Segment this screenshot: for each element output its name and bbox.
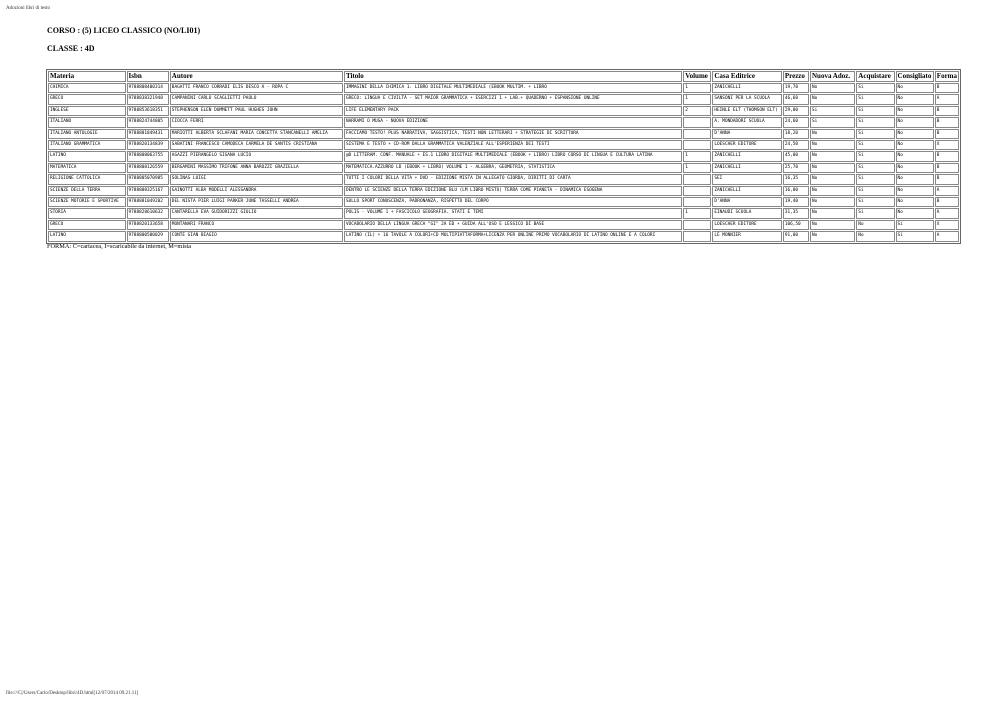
table-cell: No — [810, 174, 855, 184]
table-cell: No — [810, 83, 855, 93]
table-cell: ITALIANO — [48, 117, 126, 127]
table-cell: 9788881049202 — [127, 197, 169, 207]
table-cell: No — [896, 174, 934, 184]
table-cell: Si — [856, 174, 894, 184]
table-cell: 9788824744805 — [127, 117, 169, 127]
table-cell: No — [896, 208, 934, 218]
table-cell: CONTE GIAN BIAGIO — [170, 231, 343, 241]
table-cell: No — [896, 94, 934, 104]
table-cell: SABATINI FRANCESCO CAMODECA CARMELA DE SANTIS CRISTIANA — [170, 140, 343, 150]
table-cell: 31,35 — [783, 208, 809, 218]
table-cell: Si — [856, 83, 894, 93]
table-cell: LE MONNIER — [712, 231, 781, 241]
column-header: Isbn — [127, 71, 169, 82]
table-cell: No — [810, 94, 855, 104]
table-cell — [683, 220, 711, 230]
table-cell: ZANICHELLI — [712, 186, 781, 196]
table-cell: @D LITTERAM. CONF. MANUALE + ES.1 LIBRO DIGITALE MULTIMEDIALE (EBOOK + LIBRO) LIBRO CORSO DI LINGUA E CULTURA LATINA — [344, 151, 682, 161]
table-cell: B — [935, 151, 959, 161]
table-cell: No — [810, 129, 855, 139]
table-cell: 1 — [683, 208, 711, 218]
table-cell — [683, 197, 711, 207]
table-cell: FACCIAMO TESTO! PLUS NARRATIVA, SAGGISTICA, TESTI NON LETTERARI + STRATEGIE DI SCRITTURA — [344, 129, 682, 139]
table-cell: BAGATTI FRANCO CORRADI ELIS DESCO A - ROPA C — [170, 83, 343, 93]
table-cell: IMMAGINI DELLA CHIMICA 1. LIBRO DIGITALE MULTIMEDIALE (EBOOK MULTIM. + LIBRO — [344, 83, 682, 93]
table-cell: SISTEMA E TESTO + CD-ROM DALLA GRAMMATICA VALENZIALE ALL'ESPERIENZA DEI TESTI — [344, 140, 682, 150]
table-cell: No — [810, 220, 855, 230]
page-header: Adozioni libri di testo — [6, 6, 51, 11]
table-cell: BERGAMINI MASSIMO TRIFONE ANNA BAROZZI GRAZIELLA — [170, 163, 343, 173]
table-cell: 9788853618351 — [127, 106, 169, 116]
table-cell: GRECO — [48, 94, 126, 104]
table-cell: LATINO (IL) + 16 TAVOLE A COLORI+CD MULTIPIATTAFORMA+LICENZA PER ONLINE PRIMO VOCABOLARIO DI LATINO ONLINE E A COLORI — [344, 231, 682, 241]
table-cell: Si — [856, 117, 894, 127]
table-cell: 9788808400314 — [127, 83, 169, 93]
table-cell: No — [810, 197, 855, 207]
table-cell: 1 — [683, 151, 711, 161]
table-cell: No — [896, 106, 934, 116]
table-cell: ZANICHELLI — [712, 151, 781, 161]
class-heading: CLASSE : 4D — [47, 44, 95, 53]
table-cell: SCIENZE DELLA TERRA — [48, 186, 126, 196]
table-cell: Si — [856, 163, 894, 173]
table-cell: EINAUDI SCUOLA — [712, 208, 781, 218]
table-cell: SULLO SPORT CONOSCENZA, PADRONANZA, RISPETTO DEL CORPO — [344, 197, 682, 207]
table-cell: No — [896, 186, 934, 196]
table-row — [48, 117, 959, 127]
table-row — [48, 174, 959, 184]
table-cell — [683, 140, 711, 150]
table-cell: 9788808126559 — [127, 163, 169, 173]
table-cell: VOCABOLARIO DELLA LINGUA GRECA "GI" 2A ED + GUIDA ALL'USO E LESSICO DI BASE — [344, 220, 682, 230]
table-cell: Si — [856, 94, 894, 104]
table-cell: No — [810, 208, 855, 218]
table-row — [48, 94, 959, 104]
table-cell: Si — [896, 220, 934, 230]
table-cell: Si — [856, 186, 894, 196]
table-row — [48, 140, 959, 150]
column-header: Volume — [683, 71, 711, 82]
table-cell: A — [935, 94, 959, 104]
table-cell: ITALIANO ANTOLOGIE — [48, 129, 126, 139]
table-cell: 18,20 — [783, 129, 809, 139]
table-cell: B — [935, 163, 959, 173]
column-header: Casa Editrice — [712, 71, 781, 82]
table-cell: 2 — [683, 106, 711, 116]
table-cell: No — [896, 197, 934, 207]
table-cell: GRECO — [48, 220, 126, 230]
table-cell: 9788808063755 — [127, 151, 169, 161]
table-cell — [683, 231, 711, 241]
column-header: Consigliato — [896, 71, 934, 82]
table-cell: 9788820133658 — [127, 220, 169, 230]
table-cell: CIOCCA FERRI — [170, 117, 343, 127]
table-cell: SANSONI PER LA SCUOLA — [712, 94, 781, 104]
table-cell: 24,60 — [783, 117, 809, 127]
table-cell: X — [935, 220, 959, 230]
table-cell: RELIGIONE CATTOLICA — [48, 174, 126, 184]
table-cell: ZANICHELLI — [712, 83, 781, 93]
table-row — [48, 106, 959, 116]
table-cell: No — [896, 151, 934, 161]
forma-legend: FORMA: C=cartacea, I=scaricabile da internet, M=mista — [47, 243, 192, 250]
table-cell: 9788820134839 — [127, 140, 169, 150]
column-header: Prezzo — [783, 71, 809, 82]
table-cell: No — [896, 83, 934, 93]
table-cell: A — [935, 231, 959, 241]
table-cell: No — [810, 231, 855, 241]
table-cell: POLIS - VOLUME 1 + FASCICOLO GEOGRAFIA. STATI E TEMI — [344, 208, 682, 218]
table-cell: A — [935, 208, 959, 218]
table-cell: STORIA — [48, 208, 126, 218]
course-heading: CORSO : (5) LICEO CLASSICO (NO/LI01) — [47, 26, 201, 35]
table-cell: B — [935, 117, 959, 127]
table-cell: Si — [896, 231, 934, 241]
table-cell: A. MONDADORI SCUOLA — [712, 117, 781, 127]
table-cell: CAMPANINI CARLO SCAGLIETTI PAOLO — [170, 94, 343, 104]
column-header: Titolo — [344, 71, 682, 82]
table-row — [48, 83, 959, 93]
table-cell: 16,35 — [783, 174, 809, 184]
table-body — [48, 83, 959, 242]
table-cell: 1 — [683, 163, 711, 173]
table-cell: Si — [856, 140, 894, 150]
table-cell: 29,00 — [783, 106, 809, 116]
table-cell: MARIOTTI ALBERTA SCLAFANI MARIA CONCETTA STANCANELLI AMELIA — [170, 129, 343, 139]
table-cell: No — [810, 186, 855, 196]
table-cell: 16,00 — [783, 186, 809, 196]
table-cell: Si — [856, 208, 894, 218]
table-cell: 46,60 — [783, 94, 809, 104]
table-row — [48, 208, 959, 218]
table-cell: ZANICHELLI — [712, 163, 781, 173]
table-cell: MONTANARI FRANCO — [170, 220, 343, 230]
table-cell: Si — [856, 129, 894, 139]
table-cell: 9788808325167 — [127, 186, 169, 196]
table-cell: No — [810, 151, 855, 161]
table-cell: D'ANNA — [712, 197, 781, 207]
table-cell: CANTARELLA EVA GUIDORIZZI GIULIO — [170, 208, 343, 218]
table-cell: LIFE ELEMENTARY PACK — [344, 106, 682, 116]
table-cell: 19,70 — [783, 83, 809, 93]
column-header: Forma — [936, 72, 958, 80]
table-cell: B — [935, 174, 959, 184]
table-cell: DEL NISTA PIER LUIGI PARKER JUNE TASSELLI ANDREA — [170, 197, 343, 207]
table-cell: NARRAMI O MUSA - NUOVA EDIZIONE — [344, 117, 682, 127]
table-cell: LOESCHER EDITORE — [712, 220, 781, 230]
table-row — [48, 186, 959, 196]
table-cell: 106,50 — [783, 220, 809, 230]
table-cell: B — [935, 83, 959, 93]
table-row — [48, 129, 959, 139]
table-cell — [683, 174, 711, 184]
table-cell: 24,50 — [783, 140, 809, 150]
column-header: Nuova Adoz. — [810, 71, 855, 82]
table-cell: B — [935, 197, 959, 207]
table-cell: GAINOTTI ALBA MODELLI ALESSANDRA — [170, 186, 343, 196]
table-cell: No — [856, 220, 894, 230]
table-cell: DENTRO LE SCIENZE DELLA TERRA EDIZIONE BLU (LM LIBRO MISTO) TERRA COME PIANETA - DINAMICA ESOGENA — [344, 186, 682, 196]
column-header: Acquistare — [856, 71, 894, 82]
table-cell: D'ANNA — [712, 129, 781, 139]
table-cell: No — [810, 140, 855, 150]
column-header: Autore — [170, 71, 343, 82]
table-row — [48, 231, 959, 241]
table-cell — [683, 186, 711, 196]
table-row — [48, 163, 959, 173]
table-cell: INGLESE — [48, 106, 126, 116]
table-cell: No — [896, 117, 934, 127]
table-cell: No — [810, 163, 855, 173]
table-cell: Si — [810, 117, 855, 127]
table-cell: SCIENZE MOTORIE E SPORTIVE — [48, 197, 126, 207]
table-cell: 9788828610632 — [127, 208, 169, 218]
table-cell: Si — [856, 151, 894, 161]
table-cell: TUTTI I COLORI DELLA VITA + DVD - EDIZIONE MISTA IN ALLEGATO GIORDA, DIRITTI DI CARTA — [344, 174, 682, 184]
table-cell: B — [935, 106, 959, 116]
table-cell: X — [935, 140, 959, 150]
table-cell: LATINO — [48, 231, 126, 241]
table-cell: No — [896, 129, 934, 139]
column-header: Materia — [48, 71, 126, 82]
table-cell: 9788805070985 — [127, 174, 169, 184]
table-cell: ITALIANO GRAMMATICA — [48, 140, 126, 150]
table-row — [48, 220, 959, 230]
table-cell: 91,00 — [783, 231, 809, 241]
table-cell: GRECO: LINGUA E CIVILTÀ - SET MAIOR GRAMMATICA + ESERCIZI 1 + LAB.+ QUADERNO + ESPANSIONE ONLINE — [344, 94, 682, 104]
table-cell: SEI — [712, 174, 781, 184]
table-cell: SOLINAS LUIGI — [170, 174, 343, 184]
table-cell: LATINO — [48, 151, 126, 161]
table-cell: MATEMATICA.AZZURRO LD (EBOOK + LIBRO) VOLUME 1 - ALGEBRA, GEOMETRIA, STATISTICA — [344, 163, 682, 173]
page-footer: file:///C|/Users/Carlo/Desktop/libri/4D.html[12/07/2014 09.21.11] — [6, 691, 139, 696]
table-cell: No — [856, 231, 894, 241]
table-cell: Si — [856, 106, 894, 116]
table-cell: 9788881849431 — [127, 129, 169, 139]
table-cell: No — [896, 140, 934, 150]
table-cell: 9788838321948 — [127, 94, 169, 104]
table-cell: 45,00 — [783, 151, 809, 161]
table-cell: LOESCHER EDITORE — [712, 140, 781, 150]
table-cell: Si — [810, 106, 855, 116]
table-cell: B — [935, 129, 959, 139]
table-cell — [683, 117, 711, 127]
table-cell: MATEMATICA — [48, 163, 126, 173]
table-cell: 9788800500029 — [127, 231, 169, 241]
table-cell: HEINLE ELT (THOMSON ELT) — [712, 106, 781, 116]
table-row — [48, 151, 959, 161]
table-cell: CHIMICA — [48, 83, 126, 93]
table-cell: 19,40 — [783, 197, 809, 207]
table-header-row — [48, 71, 959, 82]
table-cell: 1 — [683, 83, 711, 93]
table-cell: Si — [856, 197, 894, 207]
table-cell: 25,70 — [783, 163, 809, 173]
table-cell: No — [896, 163, 934, 173]
table-cell: AGAZZI PIERANGELO SISANA LUCIO — [170, 151, 343, 161]
table-row — [48, 197, 959, 207]
table-cell: A — [935, 186, 959, 196]
table-cell: 1 — [683, 94, 711, 104]
table-cell — [683, 129, 711, 139]
table-cell: STEPHENSON ELEN DUMMETT PAUL HUGHES JOHN — [170, 106, 343, 116]
books-table — [46, 69, 961, 244]
